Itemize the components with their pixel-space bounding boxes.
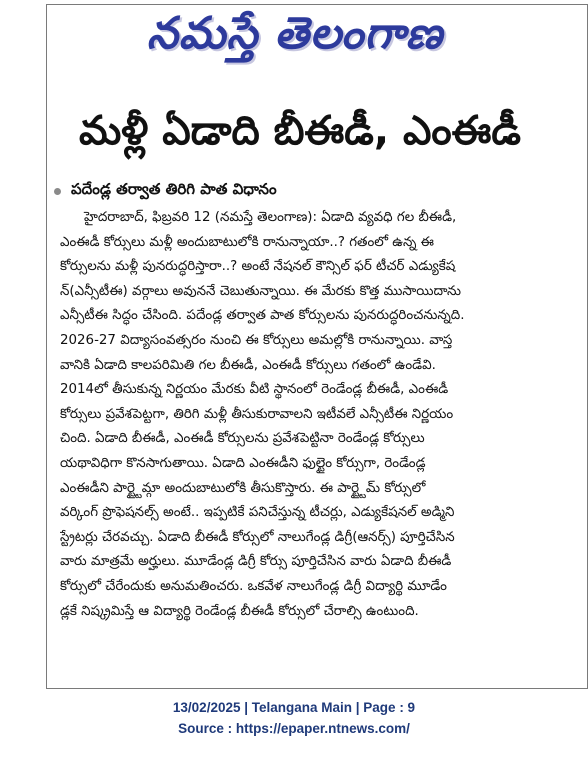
masthead-logo-text: నమస్తే తెలంగాణ <box>146 8 444 59</box>
body-line: హైదరాబాద్, ఫిబ్రవరి 12 (నమస్తే తెలంగాణ): ఏడాది వ్యవధి గల బీఈడీ, <box>84 210 457 225</box>
body-line: స్ట్రేటర్లు చేరవచ్చు. ఏడాది బీఈడీ కోర్సులో నాలుగేండ్ల డిగ్రీ(ఆనర్స్) పూర్తిచేసిన <box>60 529 455 545</box>
body-line: డ్లకే నిష్క్రమిస్తే ఆ విద్యార్థి రెండేండ్ల బీఈడీ కోర్సులో చేరాల్సి ఉంటుంది. <box>60 603 419 619</box>
source-footer <box>0 697 588 739</box>
body-line: 2026-27 విద్యాసంవత్సరం నుంచి ఈ కోర్సులు అమల్లోకి రానున్నాయి. వాస్త <box>60 332 453 348</box>
footer-date-edition: 13/02/2025 | Telangana Main | Page : 9 <box>172 700 416 715</box>
body-line: ఎంఈడీని పార్ట్టైమ్గా అందుబాటులోకి తీసుకొస్తారు. ఈ పార్ట్టైమ్ కోర్సులో <box>60 480 426 496</box>
body-line: న్(ఎన్సీటీఈ) వర్గాలు అవుననే చెబుతున్నాయి. ఈ మేరకు కొత్త ముసాయిదాను <box>60 283 461 299</box>
body-line: చింది. ఏడాది బీఈడీ, ఎంఈడీ కోర్సులను ప్రవేశపెట్టినా రెండేండ్ల కోర్సులు <box>60 431 425 447</box>
body-line: కోర్సులను మళ్లీ పునరుద్ధరిస్తారా..? అంటే నేషనల్ కౌన్సిల్ ఫర్ టీచర్ ఎడ్యుకేష <box>60 259 456 275</box>
footer-source-link[interactable]: Source : https://epaper.ntnews.com/ <box>178 721 410 736</box>
article-headline <box>60 108 540 164</box>
subheading-text: పదేండ్ల తర్వాత తిరిగి పాత విధానం <box>71 180 277 198</box>
body-line: వారు మాత్రమే అర్హులు. మూడేండ్ల డిగ్రీ కోర్సు పూర్తిచేసిన వారు ఏడాది బీఈడీ <box>60 554 452 570</box>
bullet-icon <box>54 188 61 195</box>
headline-text: మళ్లీ ఏడాది బీఈడీ, ఎంఈడీ <box>78 108 522 154</box>
newspaper-masthead <box>60 8 530 70</box>
body-line: వానికి ఏడాది కాలపరిమితి గల బీఈడీ, ఎంఈడీ కోర్సులు గతంలో ఉండేవి. <box>60 357 436 373</box>
body-line: కోర్సులు ప్రవేశపెట్టగా, తిరిగి మళ్లీ తీసుకురావాలని ఇటీవలే ఎన్సీటీఈ నిర్ణయం <box>60 406 454 422</box>
body-line: ఎన్సీటీఈ సిద్ధం చేసింది. పదేండ్ల తర్వాత పాత కోర్సులను పునరుద్ధరించనున్నది. <box>60 308 465 324</box>
body-line: కోర్సులో చేరేందుకు అనుమతించరు. ఒకవేళ నాలుగేండ్ల డిగ్రీ విద్యార్థి మూడేం <box>60 578 447 594</box>
body-line: యథావిధిగా కొనసాగుతాయి. ఏడాది ఎంఈడీని ఫుల్టైం కోర్సుగా, రెండేండ్ల <box>60 455 426 471</box>
body-line: 2014లో తీసుకున్న నిర్ణయం మేరకు వీటి స్థానంలో రెండేండ్ల బీఈడీ, ఎంఈడీ <box>60 382 449 398</box>
article-subheading <box>52 180 532 202</box>
body-line: వర్కింగ్ ప్రొఫెషనల్స్ అంటే.. ఇప్పటికే పనిచేస్తున్న టీచర్లు, ఎడ్యుకేషనల్ అడ్మిని <box>60 505 455 521</box>
article-body <box>60 206 582 676</box>
body-line: ఎంఈడీ కోర్సులు మళ్లీ అందుబాటులోకి రానున్నాయా..? గతంలో ఉన్న ఈ <box>60 234 434 250</box>
